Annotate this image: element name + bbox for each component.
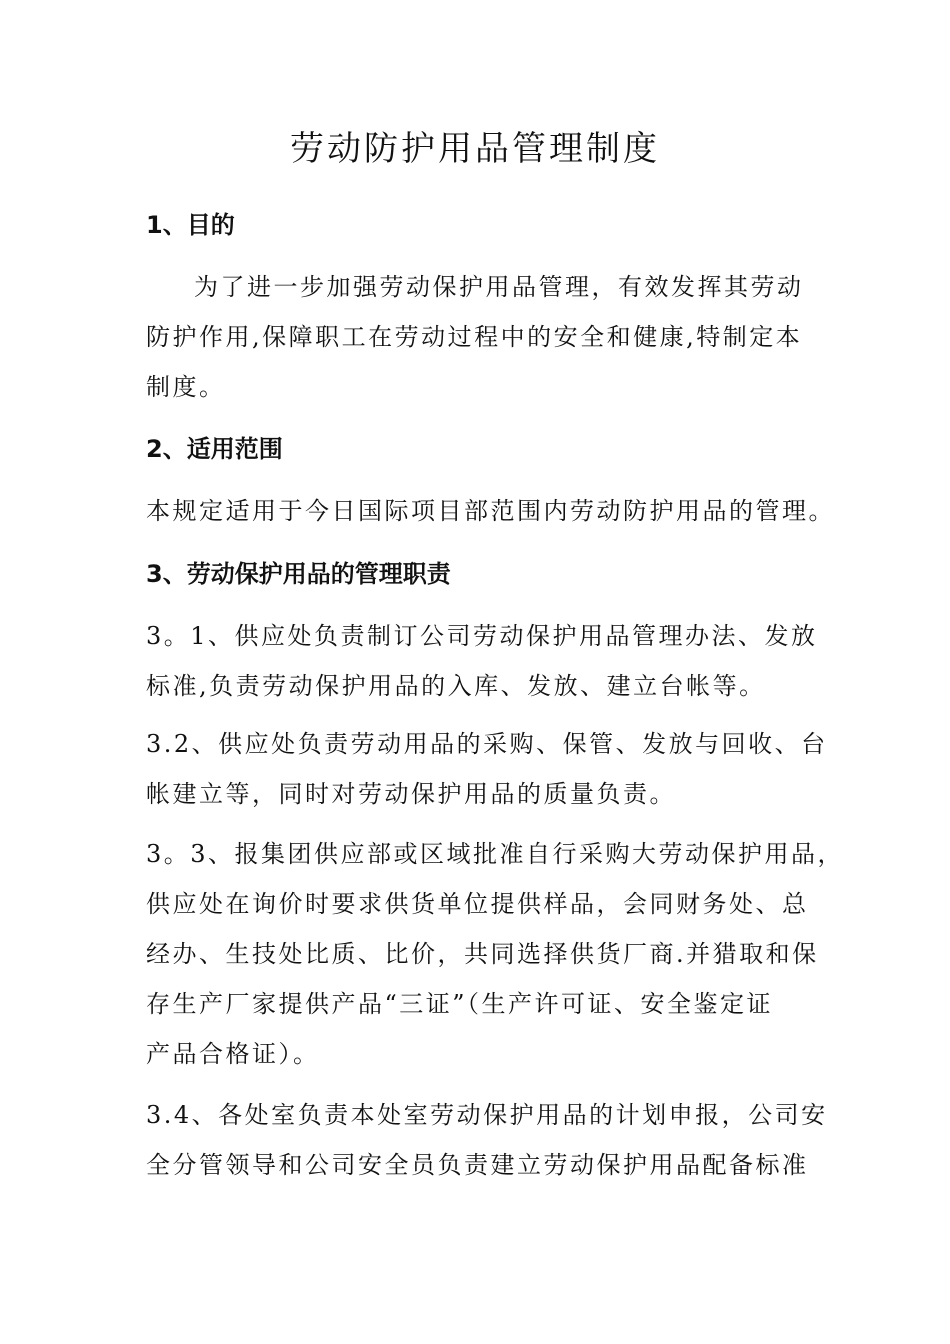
item-3-4-line-2: 全分管领导和公司安全员负责建立劳动保护用品配备标准 bbox=[146, 1151, 809, 1179]
section-1-line-2: 防护作用,保障职工在劳动过程中的安全和健康,特制定本 bbox=[146, 323, 803, 351]
item-3-3-line-3: 经办、生技处比质、比价，共同选择供货厂商.并猎取和保 bbox=[146, 940, 819, 968]
item-3-1-line-2: 标准,负责劳动保护用品的入库、发放、建立台帐等。 bbox=[146, 672, 766, 700]
document-title: 劳动防护用品管理制度 bbox=[290, 129, 660, 169]
section-1-line-3: 制度。 bbox=[146, 373, 226, 401]
section-1-line-1: 为了进一步加强劳动保护用品管理，有效发挥其劳动 bbox=[194, 273, 804, 301]
item-3-3-line-1: 3。3、报集团供应部或区域批准自行采购大劳动保护用品， bbox=[146, 840, 845, 868]
item-3-1-line-1: 3。1、供应处负责制订公司劳动保护用品管理办法、发放 bbox=[146, 622, 818, 650]
item-3-3-line-2: 供应处在询价时要求供货单位提供样品，会同财务处、总 bbox=[146, 890, 809, 918]
section-2-line-1: 本规定适用于今日国际项目部范围内劳动防护用品的管理。 bbox=[146, 497, 835, 525]
section-2-heading: 2、适用范围 bbox=[146, 435, 283, 463]
section-1-heading: 1、目的 bbox=[146, 211, 235, 239]
item-3-3-line-5: 产品合格证）。 bbox=[146, 1040, 320, 1068]
item-3-2-line-2: 帐建立等，同时对劳动保护用品的质量负责。 bbox=[146, 780, 676, 808]
section-3-heading: 3、劳动保护用品的管理职责 bbox=[146, 560, 451, 588]
item-3-2-line-1: 3.2、供应处负责劳动用品的采购、保管、发放与回收、台 bbox=[146, 730, 828, 758]
item-3-3-line-4: 存生产厂家提供产品“三证”（生产许可证、安全鉴定证 bbox=[146, 990, 774, 1018]
item-3-4-line-1: 3.4、各处室负责本处室劳动保护用品的计划申报，公司安 bbox=[146, 1101, 828, 1129]
